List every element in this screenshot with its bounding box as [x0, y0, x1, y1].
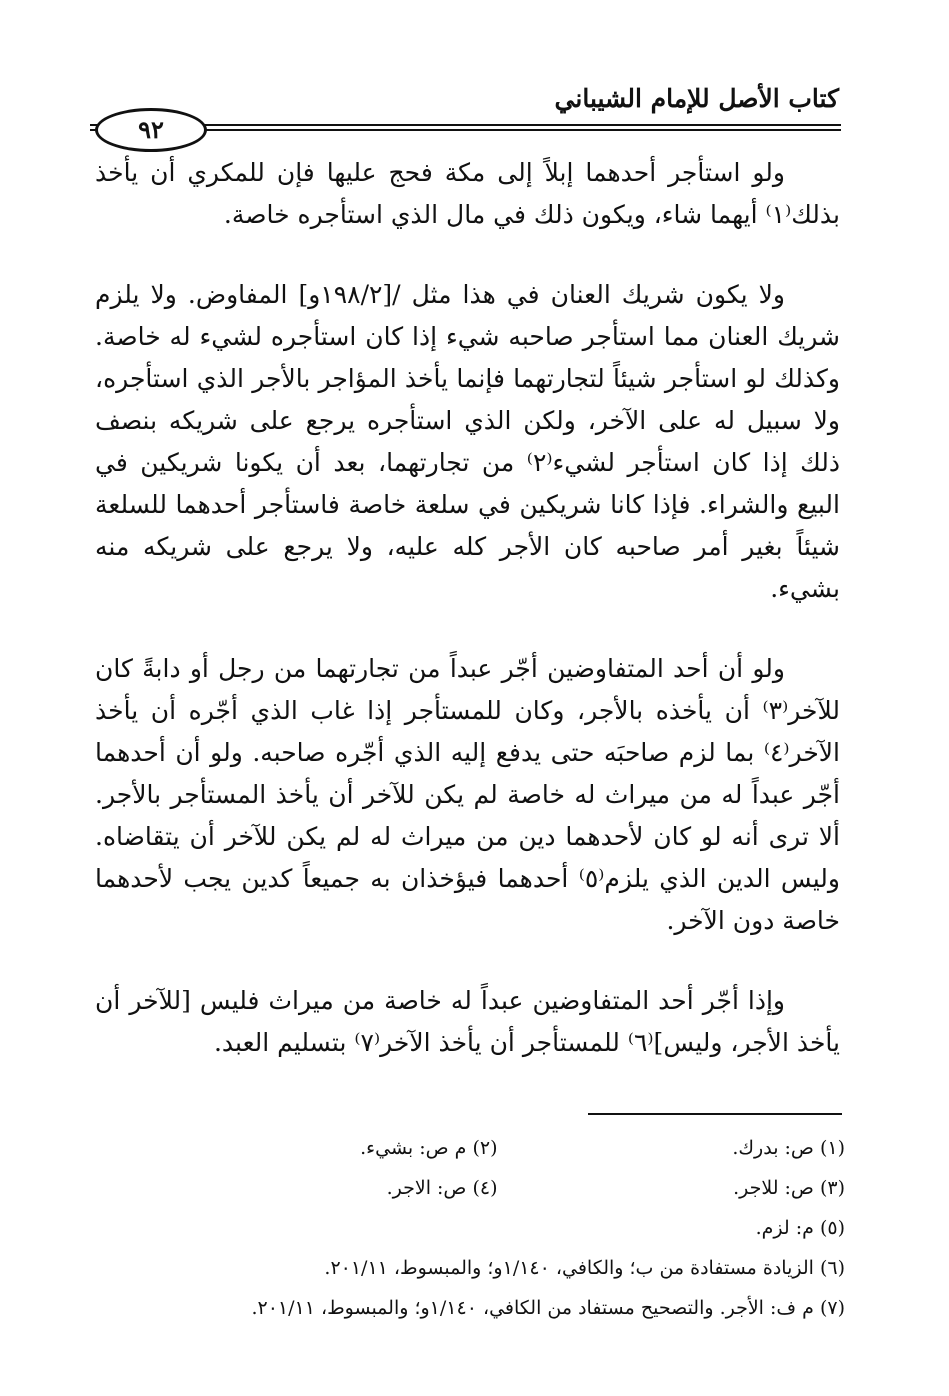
footnote-4: (٤) ص: الاجر. [386, 1177, 498, 1199]
paragraph-1: ولو استأجر أحدهما إبلاً إلى مكة فحج عليها فإن للمكري أن يأخذ بذلك⁽١⁾ أيهما شاء، ويكون ذلك في مال الذي استأجره خاصة. [95, 158, 840, 229]
running-header-title: كتاب الأصل للإمام الشيباني [554, 84, 839, 113]
main-text [95, 152, 840, 1064]
footnote-separator [588, 1113, 842, 1115]
footnote-row-2 [150, 1168, 845, 1208]
footnote-3: (٣) ص: للاجر. [733, 1177, 845, 1199]
footnote-2: (٢) م ص: بشيء. [360, 1137, 498, 1159]
footnote-row-1 [150, 1128, 845, 1168]
footnote-5: (٥) م: لزم. [755, 1217, 845, 1239]
footnote-1: (١) ص: بدرك. [732, 1137, 845, 1159]
footnote-7: (٧) م ف: الأجر. والتصحيح مستفاد من الكافي، ١/١٤٠و؛ والمبسوط، ٢٠١/١١. [251, 1297, 845, 1319]
paragraph-4: وإذا أجّر أحد المتفاوضين عبداً له خاصة من ميراث فليس [للآخر أن يأخذ الأجر، وليس]⁽٦⁾ للمستأجر أن يأخذ الآخر⁽٧⁾ بتسليم العبد. [95, 986, 840, 1057]
footnote-6: (٦) الزيادة مستفادة من ب؛ والكافي، ١/١٤٠و؛ والمبسوط، ٢٠١/١١. [324, 1257, 845, 1279]
paragraph-3: ولو أن أحد المتفاوضين أجّر عبداً من تجارتهما من رجل أو دابةً كان للآخر⁽٣⁾ أن يأخذه بالأجر، وكان للمستأجر إذا غاب الذي أجّره أن يأخذ الآخر⁽٤⁾ بما لزم صاحبَه حتى يدفع إليه الذي أجّره صاحبه. ولو أن أحدهما أجّر عبداً له من ميراث له خاصة لم يكن للآخر أن يأخذ المستأجر بالأجر. ألا ترى أنه لو كان لأحدهما دين من ميراث له لم يكن للآخر أن يتقاضاه. وليس الدين الذي يلزم⁽٥⁾ أحدهما فيؤخذان به جميعاً كدين يجب لأحدهما خاصة دون الآخر. [95, 654, 840, 935]
footnotes [150, 1128, 845, 1328]
page-number-badge: ٩٢ [95, 108, 207, 152]
paragraph-2: ولا يكون شريك العنان في هذا مثل /[١٩٨/٢و] المفاوض. ولا يلزم شريك العنان مما استأجر صاحبه شيء إذا كان استأجره لشيء له خاصة. وكذلك لو استأجر شيئاً لتجارتهما فإنما يأخذ المؤاجر بالأجر الذي استأجره، ولا سبيل له على الآخر، ولكن الذي استأجره يرجع على شريكه بنصف ذلك إذا كان استأجر لشيء⁽٢⁾ من تجارتهما، بعد أن يكونا شريكين في البيع والشراء. فإذا كانا شريكين في سلعة خاصة فاستأجر أحدهما للسلعة شيئاً بغير أمر صاحبه كان الأجر كله عليه، ولا يرجع على شريكه منه بشيء. [95, 280, 840, 603]
